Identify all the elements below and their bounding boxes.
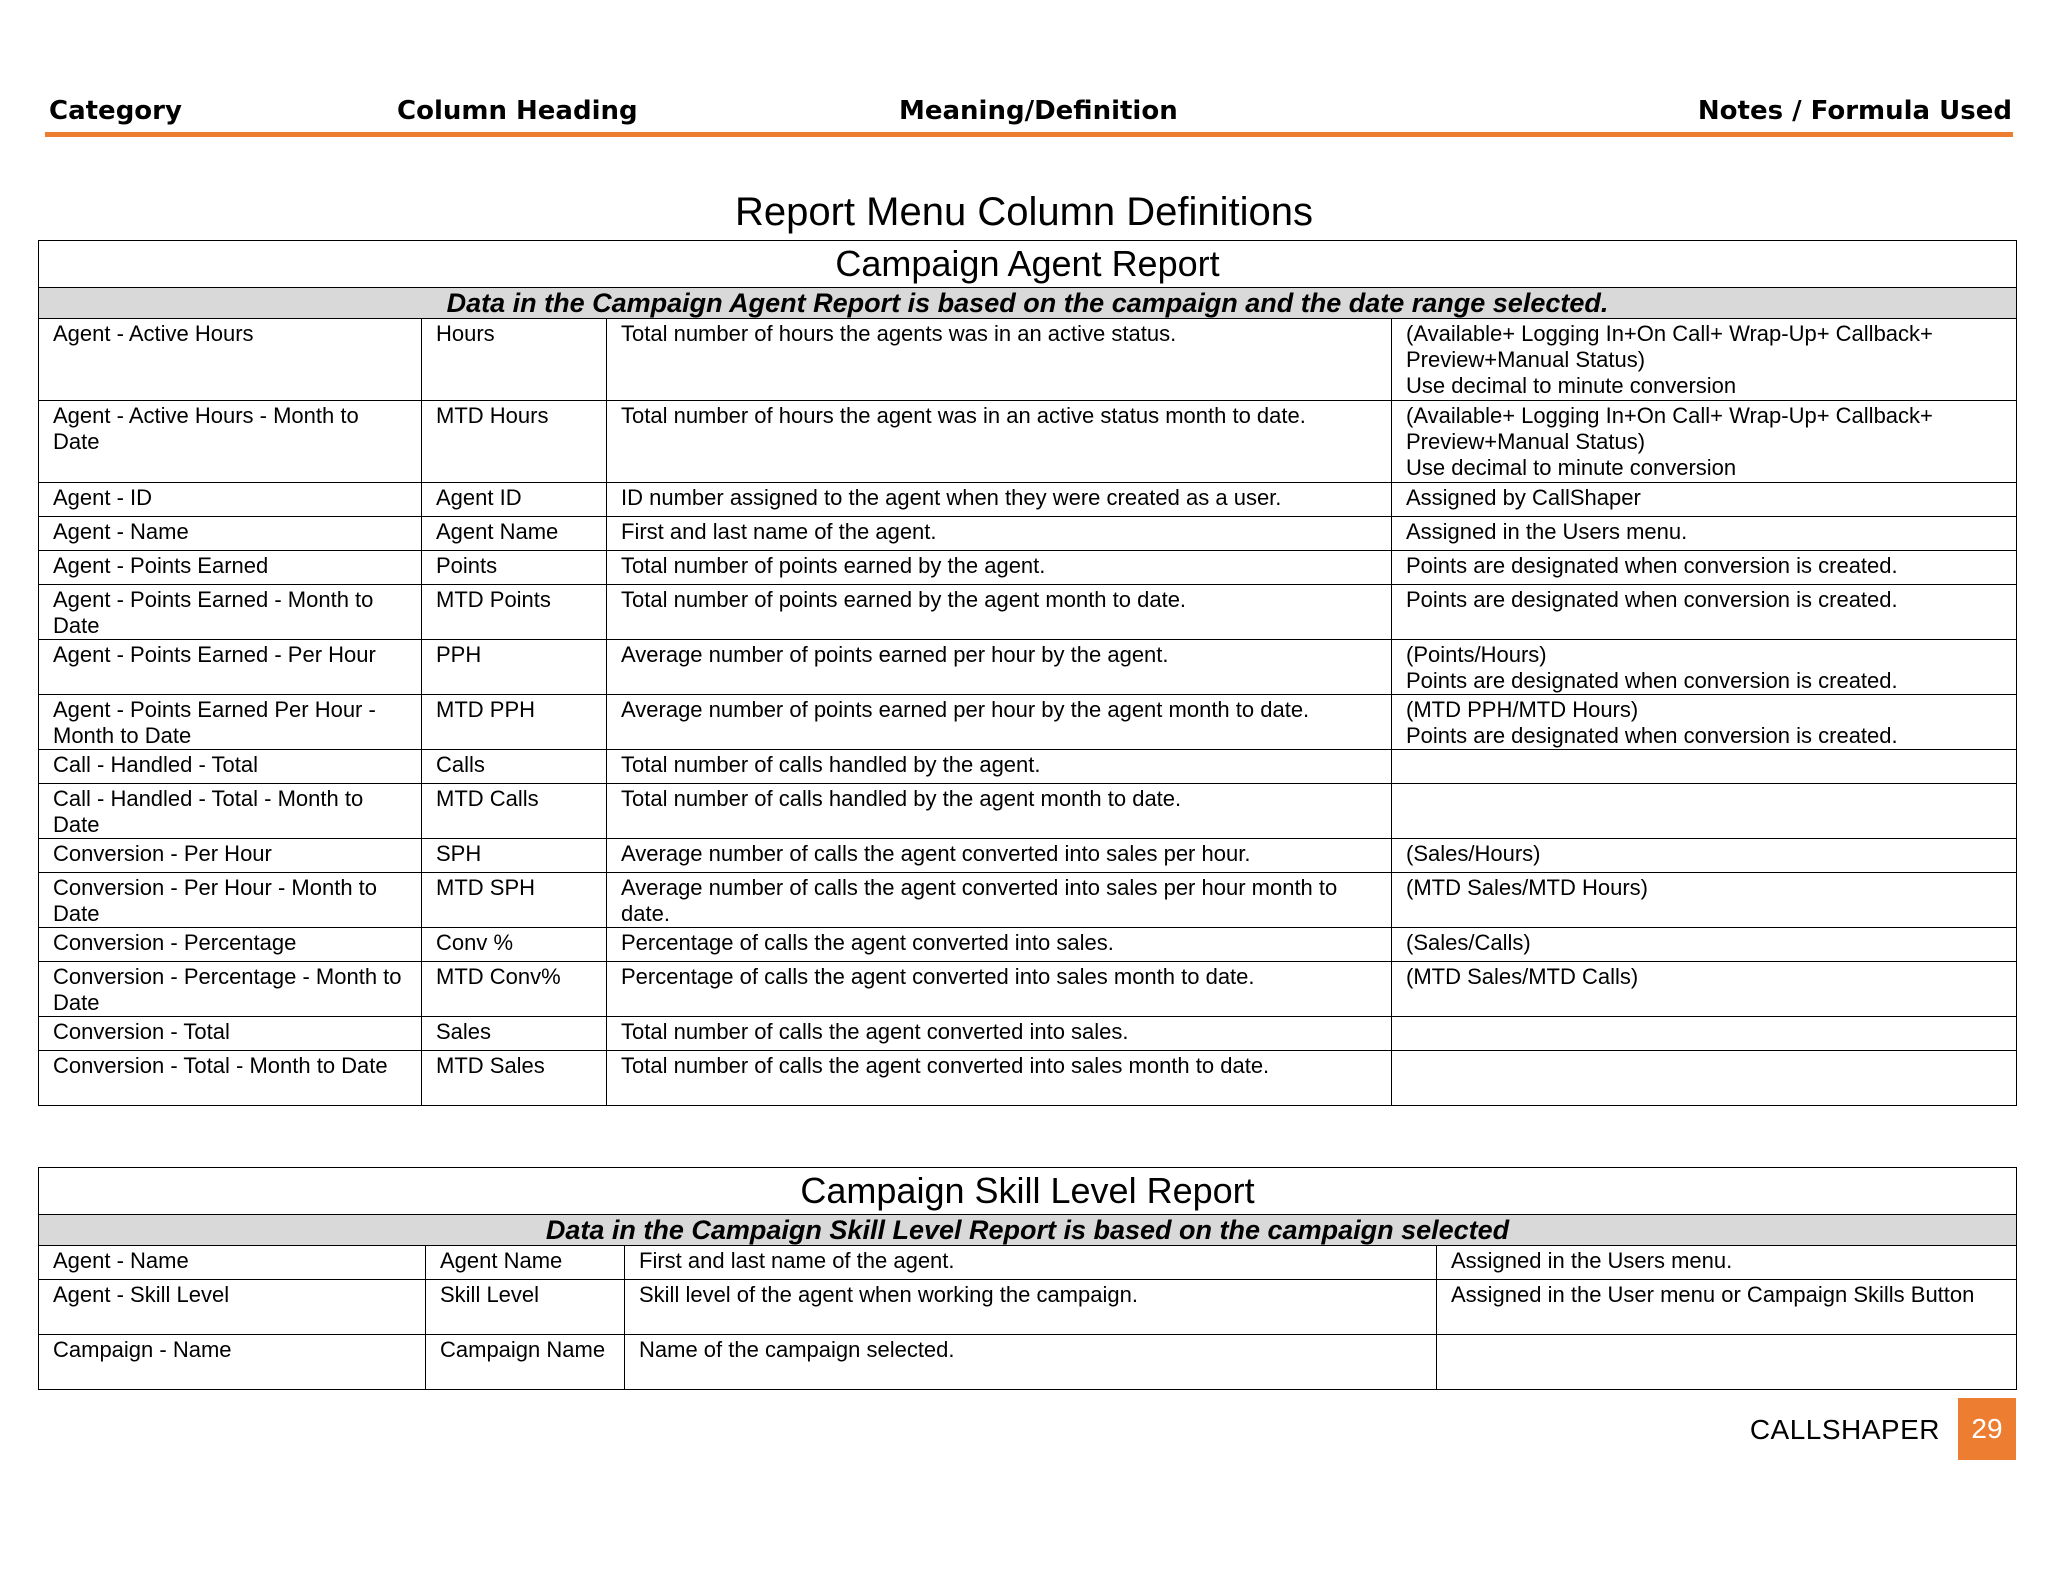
column-heading-cell: Agent Name [426, 1246, 625, 1280]
category-cell: Agent - Points Earned - Month to Date [39, 585, 422, 640]
meaning-cell: ID number assigned to the agent when they were created as a user. [607, 483, 1392, 517]
page-number: 29 [1958, 1398, 2016, 1460]
notes-cell: Assigned in the User menu or Campaign Skills Button [1437, 1280, 2017, 1335]
table-note-row [39, 288, 2017, 319]
table-row [39, 1246, 2017, 1280]
meaning-cell: Percentage of calls the agent converted into sales month to date. [607, 962, 1392, 1017]
meaning-cell: Average number of calls the agent converted into sales per hour month to date. [607, 873, 1392, 928]
table-row [39, 784, 2017, 839]
table-row [39, 873, 2017, 928]
notes-cell: (Points/Hours) Points are designated when conversion is created. [1392, 640, 2017, 695]
column-heading-cell: MTD Conv% [422, 962, 607, 1017]
meaning-cell: First and last name of the agent. [607, 517, 1392, 551]
column-heading-cell: Campaign Name [426, 1335, 625, 1390]
column-heading-cell: Conv % [422, 928, 607, 962]
table-row [39, 839, 2017, 873]
column-heading-cell: MTD Sales [422, 1051, 607, 1106]
notes-cell [1392, 784, 2017, 839]
meaning-cell: Total number of points earned by the agent. [607, 551, 1392, 585]
table-row [39, 401, 2017, 483]
column-heading-cell: Calls [422, 750, 607, 784]
report-note: Data in the Campaign Skill Level Report is based on the campaign selected [39, 1215, 2017, 1246]
notes-cell: (Available+ Logging In+On Call+ Wrap-Up+ Callback+ Preview+Manual Status) Use decimal to minute conversion [1392, 319, 2017, 401]
category-cell: Agent - Skill Level [39, 1280, 426, 1335]
column-heading-cell: Sales [422, 1017, 607, 1051]
column-heading-cell: MTD PPH [422, 695, 607, 750]
table-row [39, 551, 2017, 585]
column-heading-cell: Hours [422, 319, 607, 401]
column-heading-cell: PPH [422, 640, 607, 695]
category-cell: Conversion - Total [39, 1017, 422, 1051]
meaning-cell: Total number of hours the agents was in an active status. [607, 319, 1392, 401]
meaning-cell: Name of the campaign selected. [625, 1335, 1437, 1390]
column-heading-cell: Points [422, 551, 607, 585]
notes-cell: Points are designated when conversion is created. [1392, 551, 2017, 585]
category-cell: Conversion - Per Hour - Month to Date [39, 873, 422, 928]
category-cell: Agent - Points Earned [39, 551, 422, 585]
notes-cell: (Sales/Calls) [1392, 928, 2017, 962]
column-heading-cell: Agent ID [422, 483, 607, 517]
column-heading-cell: Agent Name [422, 517, 607, 551]
header-meaning: Meaning/Definition [899, 96, 1178, 126]
notes-cell: Assigned by CallShaper [1392, 483, 2017, 517]
campaign-skill-level-report-table [38, 1167, 2017, 1390]
notes-cell: (MTD Sales/MTD Calls) [1392, 962, 2017, 1017]
table-row [39, 1051, 2017, 1106]
campaign-agent-report-table [38, 240, 2017, 1106]
table-row [39, 640, 2017, 695]
header-category: Category [49, 96, 182, 126]
column-heading-cell: MTD SPH [422, 873, 607, 928]
report-note: Data in the Campaign Agent Report is based on the campaign and the date range selected. [39, 288, 2017, 319]
notes-cell [1392, 1051, 2017, 1106]
meaning-cell: Percentage of calls the agent converted into sales. [607, 928, 1392, 962]
category-cell: Campaign - Name [39, 1335, 426, 1390]
notes-cell: (MTD PPH/MTD Hours) Points are designated when conversion is created. [1392, 695, 2017, 750]
category-cell: Conversion - Total - Month to Date [39, 1051, 422, 1106]
meaning-cell: Average number of calls the agent converted into sales per hour. [607, 839, 1392, 873]
column-heading-cell: Skill Level [426, 1280, 625, 1335]
column-heading-cell: SPH [422, 839, 607, 873]
table-note-row [39, 1215, 2017, 1246]
table-row [39, 319, 2017, 401]
meaning-cell: Total number of hours the agent was in an active status month to date. [607, 401, 1392, 483]
column-heading-cell: MTD Calls [422, 784, 607, 839]
meaning-cell: Skill level of the agent when working the campaign. [625, 1280, 1437, 1335]
table-row [39, 928, 2017, 962]
table-row [39, 695, 2017, 750]
category-cell: Agent - Name [39, 517, 422, 551]
table-row [39, 517, 2017, 551]
meaning-cell: First and last name of the agent. [625, 1246, 1437, 1280]
notes-cell: (Sales/Hours) [1392, 839, 2017, 873]
notes-cell: (Available+ Logging In+On Call+ Wrap-Up+ Callback+ Preview+Manual Status) Use decimal to minute conversion [1392, 401, 2017, 483]
column-heading-cell: MTD Hours [422, 401, 607, 483]
meaning-cell: Total number of calls handled by the agent. [607, 750, 1392, 784]
category-cell: Agent - ID [39, 483, 422, 517]
category-cell: Agent - Active Hours - Month to Date [39, 401, 422, 483]
category-cell: Agent - Points Earned Per Hour - Month to Date [39, 695, 422, 750]
notes-cell [1392, 1017, 2017, 1051]
table-title-row [39, 241, 2017, 288]
notes-cell: Assigned in the Users menu. [1392, 517, 2017, 551]
meaning-cell: Total number of points earned by the agent month to date. [607, 585, 1392, 640]
header-rule [45, 132, 2013, 137]
report-title: Campaign Skill Level Report [39, 1168, 2017, 1215]
meaning-cell: Average number of points earned per hour by the agent. [607, 640, 1392, 695]
table-row [39, 1017, 2017, 1051]
table-row [39, 750, 2017, 784]
table-title-row [39, 1168, 2017, 1215]
header-column-heading: Column Heading [397, 96, 638, 126]
notes-cell [1437, 1335, 2017, 1390]
column-heading-cell: MTD Points [422, 585, 607, 640]
category-cell: Conversion - Percentage [39, 928, 422, 962]
table-row [39, 483, 2017, 517]
table-row [39, 962, 2017, 1017]
table-row [39, 585, 2017, 640]
meaning-cell: Total number of calls the agent converted into sales month to date. [607, 1051, 1392, 1106]
report-title: Campaign Agent Report [39, 241, 2017, 288]
category-cell: Agent - Active Hours [39, 319, 422, 401]
page-title: Report Menu Column Definitions [734, 190, 1314, 234]
category-cell: Conversion - Per Hour [39, 839, 422, 873]
notes-cell: (MTD Sales/MTD Hours) [1392, 873, 2017, 928]
footer-brand: CALLSHAPER [1749, 1414, 1940, 1445]
category-cell: Call - Handled - Total - Month to Date [39, 784, 422, 839]
category-cell: Agent - Name [39, 1246, 426, 1280]
meaning-cell: Total number of calls handled by the agent month to date. [607, 784, 1392, 839]
category-cell: Agent - Points Earned - Per Hour [39, 640, 422, 695]
notes-cell [1392, 750, 2017, 784]
category-cell: Call - Handled - Total [39, 750, 422, 784]
header-notes: Notes / Formula Used [1697, 96, 2012, 126]
notes-cell: Assigned in the Users menu. [1437, 1246, 2017, 1280]
notes-cell: Points are designated when conversion is created. [1392, 585, 2017, 640]
meaning-cell: Total number of calls the agent converted into sales. [607, 1017, 1392, 1051]
category-cell: Conversion - Percentage - Month to Date [39, 962, 422, 1017]
table-row [39, 1280, 2017, 1335]
meaning-cell: Average number of points earned per hour by the agent month to date. [607, 695, 1392, 750]
table-row [39, 1335, 2017, 1390]
